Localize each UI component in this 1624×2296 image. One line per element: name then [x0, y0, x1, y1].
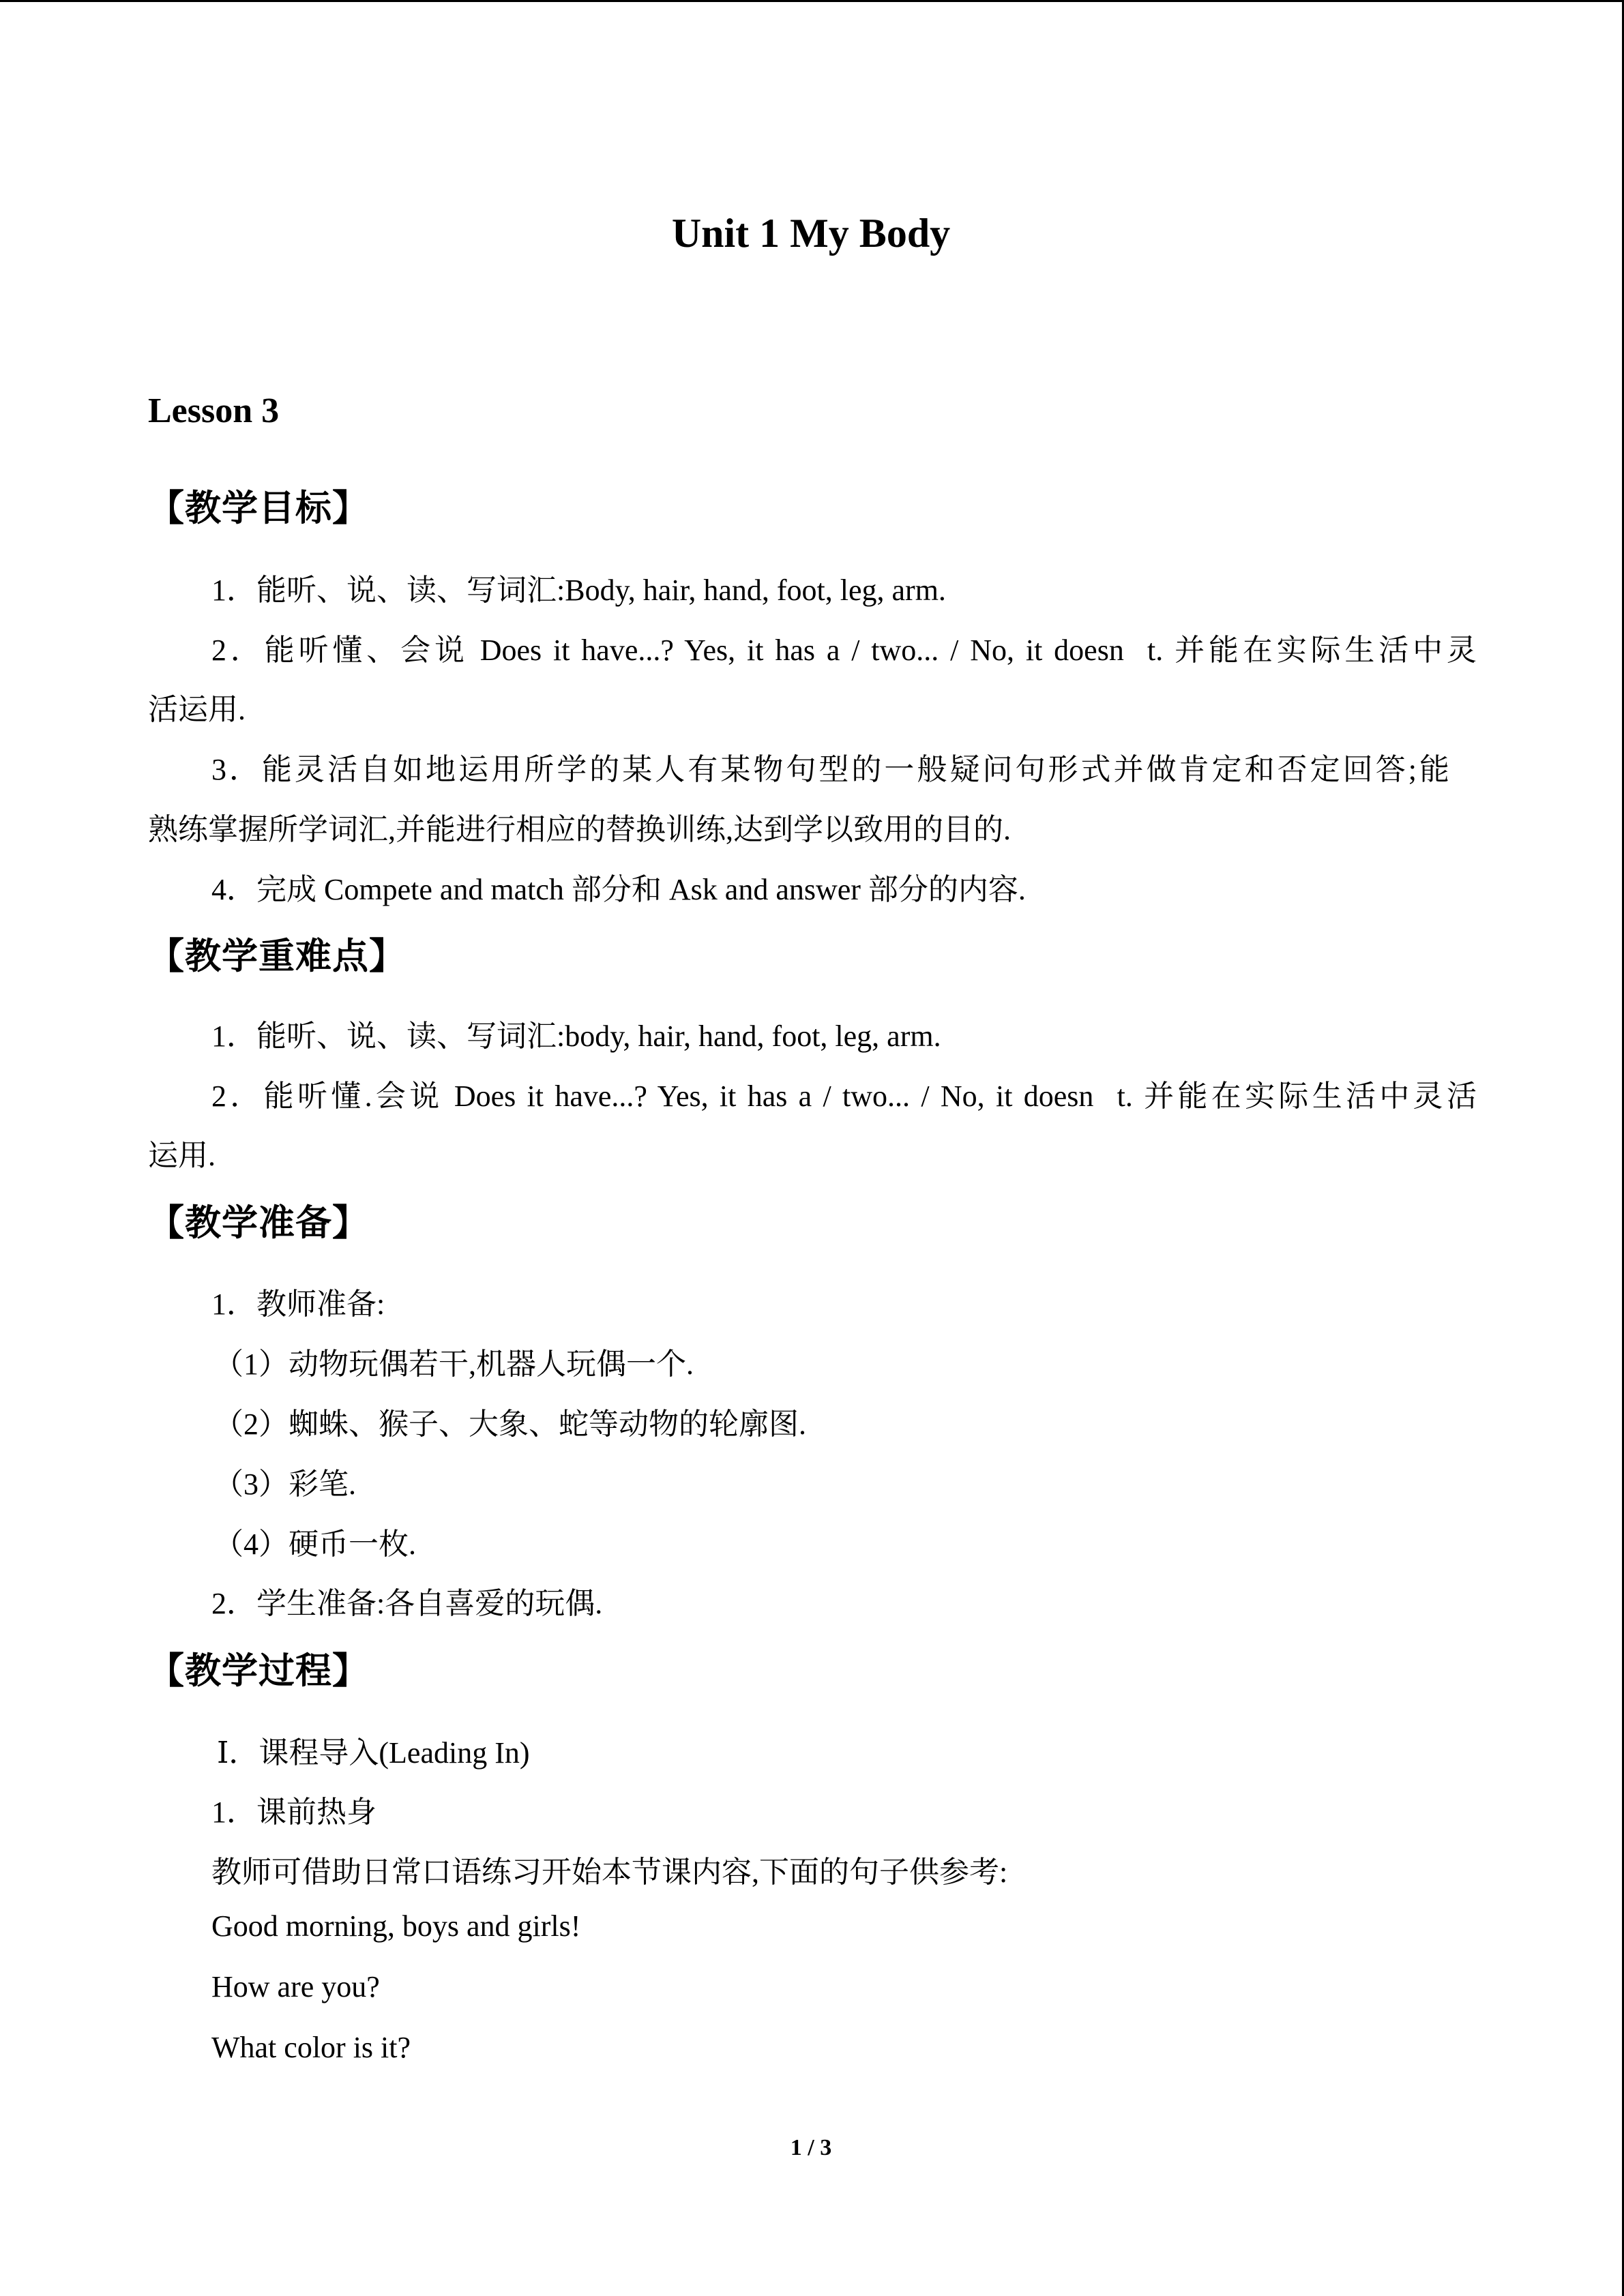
preparation-subitem-4: （4）硬币一枚. — [213, 1527, 416, 1561]
process-item-sentence-2: How are you? — [211, 1970, 380, 2003]
section-heading-preparation: 【教学准备】 — [148, 1204, 369, 1243]
section-heading-objectives: 【教学目标】 — [148, 489, 369, 528]
key-point-item-2: 2．能听懂.会说 Does it have...? Yes, it has a / two... / No, it doesn t. 并能在实际生活中灵活 — [211, 1079, 1477, 1113]
process-item-sentence-1: Good morning, boys and girls! — [211, 1909, 581, 1943]
lesson-heading: Lesson 3 — [148, 391, 280, 430]
preparation-item-student: 2．学生准备:各自喜爱的玩偶. — [211, 1587, 603, 1620]
process-item-instruction: 教师可借助日常口语练习开始本节课内容,下面的句子供参考: — [211, 1855, 1008, 1889]
key-point-item-2-cont: 运用. — [148, 1139, 216, 1172]
key-point-item-1: 1．能听、说、读、写词汇:body, hair, hand, foot, leg, arm. — [211, 1019, 941, 1053]
objective-item-1: 1．能听、说、读、写词汇:Body, hair, hand, foot, leg, arm. — [211, 573, 946, 607]
process-item-warmup: 1．课前热身 — [211, 1795, 377, 1829]
section-heading-process: 【教学过程】 — [148, 1652, 369, 1691]
objective-item-2: 2．能听懂、会说 Does it have...? Yes, it has a / two... / No, it doesn t. 并能在实际生活中灵 — [211, 633, 1477, 667]
preparation-subitem-1: （1）动物玩偶若干,机器人玩偶一个. — [213, 1347, 694, 1381]
process-item-sentence-3: What color is it? — [211, 2031, 411, 2064]
objective-item-3-cont: 熟练掌握所学词汇,并能进行相应的替换训练,达到学以致用的目的. — [148, 813, 1011, 846]
preparation-subitem-3: （3）彩笔. — [213, 1467, 356, 1501]
preparation-item-teacher: 1．教师准备: — [211, 1287, 385, 1321]
preparation-subitem-2: （2）蜘蛛、猴子、大象、蛇等动物的轮廓图. — [213, 1407, 806, 1441]
objective-item-2-cont: 活运用. — [148, 693, 246, 726]
process-item-leading-in: Ⅰ．课程导入(Leading In) — [217, 1736, 530, 1770]
objective-item-3: 3．能灵活自如地运用所学的某人有某物句型的一般疑问句形式并做肯定和否定回答;能 — [211, 753, 1449, 786]
page-number: 1 / 3 — [790, 2135, 832, 2160]
objective-item-4: 4．完成 Compete and match 部分和 Ask and answer 部分的内容. — [211, 873, 1026, 906]
section-heading-key-points: 【教学重难点】 — [148, 937, 406, 976]
document-title: Unit 1 My Body — [671, 211, 951, 256]
